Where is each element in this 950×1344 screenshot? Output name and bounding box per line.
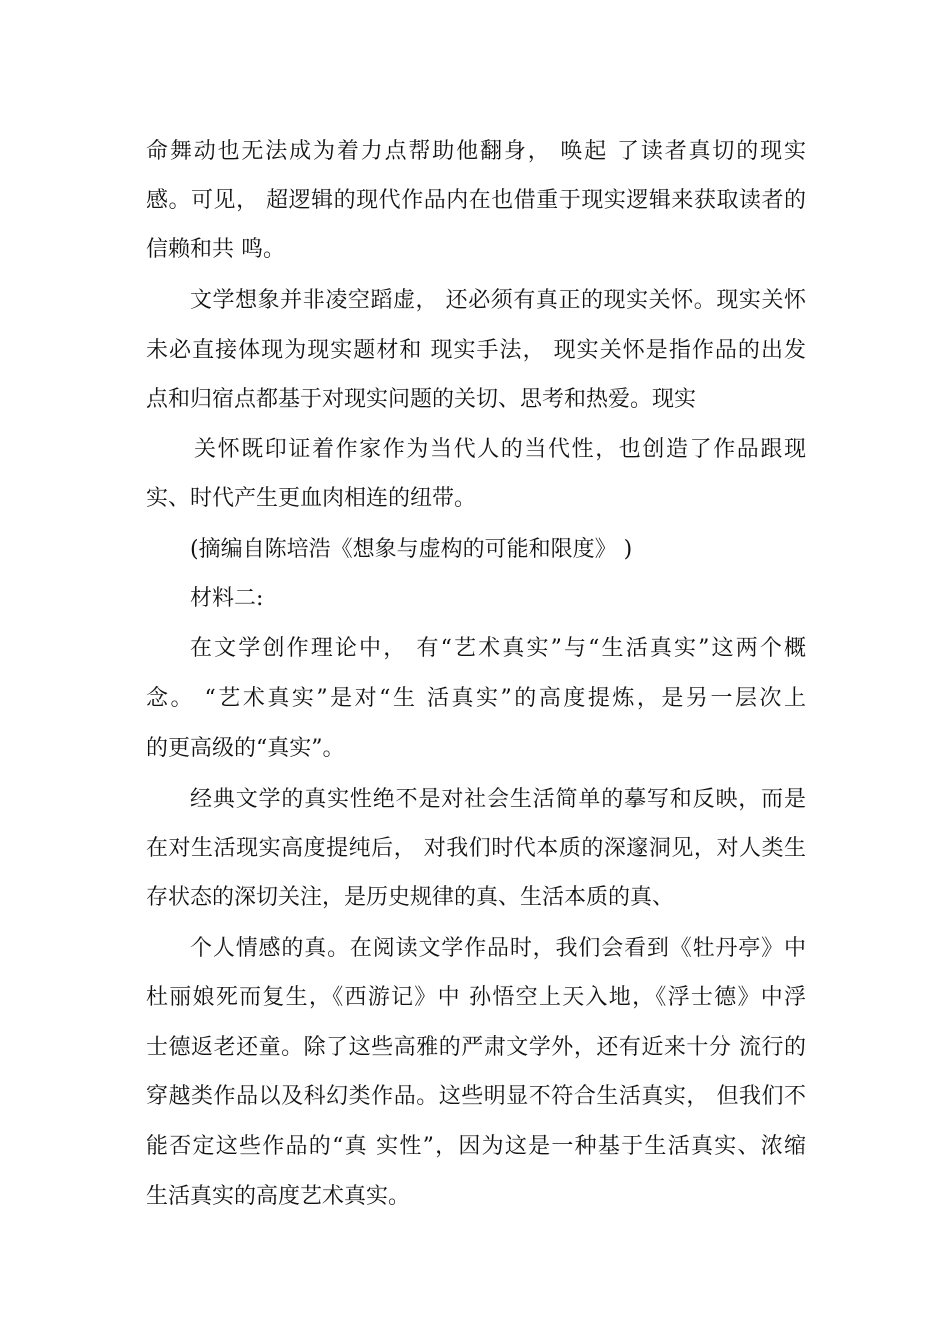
text-line-2: 感。可见， 超逻辑的现代作品内在也借重于现实逻辑来获取读者的 [146,188,806,213]
text-line-11: 在文学创作理论中， 有“艺术真实”与“生活真实”这两个概 [190,636,806,661]
text-line-5: 未必直接体现为现实题材和 现实手法， 现实关怀是指作品的出发 [146,338,806,363]
text-line-18: 杜丽娘死而复生，《西游记》中 孙悟空上天入地，《浮士德》中浮 [146,985,806,1010]
text-line-3: 信赖和共 鸣。 [146,237,285,262]
text-line-1: 命舞动也无法成为着力点帮助他翻身， 唤起 了读者真切的现实 [146,139,806,164]
text-line-16: 存状态的深切关注，是历史规律的真、生活本质的真、 [146,885,675,910]
text-line-12: 念。 “艺术真实”是对“生 活真实”的高度提炼，是另一层次上 [146,686,806,711]
section-heading-material-two: 材料二: [190,586,264,611]
text-line-6: 点和归宿点都基于对现实问题的关切、思考和热爱。现实 [146,387,697,412]
text-line-7: 关怀既印证着作家作为当代人的当代性，也创造了作品跟现 [194,437,806,462]
text-line-15: 在对生活现实高度提纯后， 对我们时代本质的深邃洞见，对人类生 [146,836,806,861]
text-line-13: 的更高级的“真实”。 [146,736,345,761]
text-line-17: 个人情感的真。在阅读文学作品时，我们会看到《牡丹亭》中 [190,936,806,961]
text-line-20: 穿越类作品以及科幻类作品。这些明显不符合生活真实， 但我们不 [146,1084,806,1109]
text-line-19: 士德返老还童。除了这些高雅的严肃文学外，还有近来十分 流行的 [146,1035,806,1060]
text-line-22: 生活真实的高度艺术真实。 [146,1184,411,1209]
text-line-14: 经典文学的真实性绝不是对社会生活简单的摹写和反映，而是 [190,787,806,812]
text-line-4: 文学想象并非凌空蹈虚， 还必须有真正的现实关怀。现实关怀 [190,288,806,313]
source-citation: (摘编自陈培浩《想象与虚构的可能和限度》 ) [190,537,633,562]
text-line-21: 能否定这些作品的“真 实性”，因为这是一种基于生活真实、浓缩 [146,1134,806,1159]
text-line-8: 实、时代产生更血肉相连的纽带。 [146,486,477,511]
